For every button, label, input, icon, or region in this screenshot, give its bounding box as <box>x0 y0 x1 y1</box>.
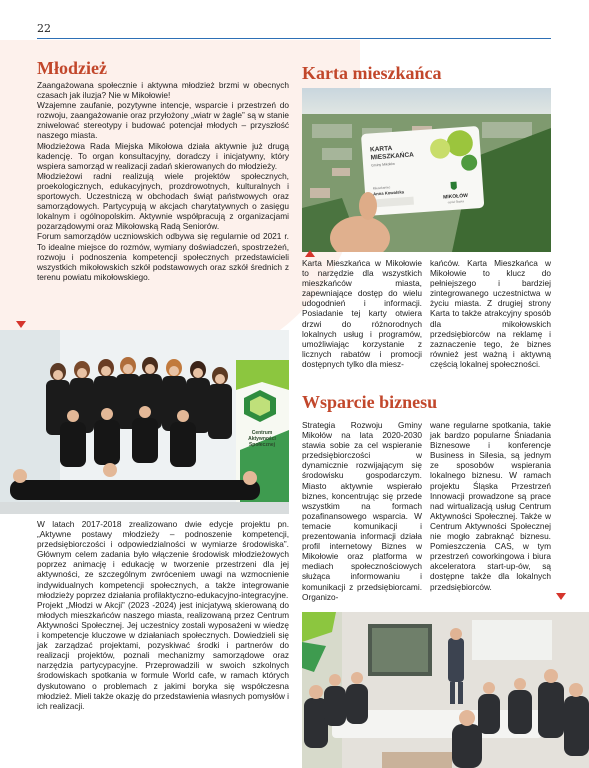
paragraph: W latach 2017-2018 zrealizowano dwie edycje projektu pn. „Aktywne postawy młodzieży – podnoszenie kompetencji, przedsiębiorczości i odpowiedzialności w wymiarze środowiska”. Głównym celem zadania było włączenie środowisk młodzieżowych poprzez animację i edukację w tworzenie przestrzeni dla jej aktywności, ze szczególnym zwróceniem uwagi na wzmocnienie indywidualnych kompetencji społecznych, a także integrowanie młodzieży poprzez działania profilaktyczno-edukacyjno-integracyjne. <box>37 519 289 600</box>
top-divider <box>37 38 551 39</box>
svg-text:Centrum: Centrum <box>251 430 273 436</box>
page-number: 22 <box>37 22 51 35</box>
business-meeting-photo <box>302 612 589 768</box>
paragraph: Młodzieżowa Rada Miejska Mikołowa działa aktywnie już drugą kadencję. To organ konsultacyjny, doradczy i inicjatywny, który wspiera samorząd w realizacji zadań skierowanych do młodzieży. <box>37 140 289 171</box>
section-title-karta: Karta mieszkańca <box>302 63 442 83</box>
svg-text:Aktywności: Aktywności <box>248 436 276 442</box>
accent-triangle-icon <box>556 593 566 600</box>
paragraph: Wzajemne zaufanie, pozytywne intencje, wsparcie i przestrzeń do rozwoju, zaangażowanie oraz przyłożony „wiatr w żagle” są w stanie zniwelować stereotypy i budować potencjał młodych – przyszłość naszego miasta. <box>37 100 289 141</box>
accent-triangle-icon <box>305 250 315 257</box>
card-holder-label: Mieszkaniec <box>372 185 391 191</box>
svg-text:Społecznej: Społecznej <box>248 442 276 448</box>
section-title-mlodziez: Młodzież <box>37 58 107 78</box>
card-brand-sub: ogród Śląska <box>447 199 465 205</box>
wsparcie-text-col2: wane regularne spotkania, takie jak bardzo popularne Śniadania Biznesowe i konferencje Business in Silesia, są jednym ze sposobów wspierania lokalnego biznesu. W ramach projektu Śląska Przestrzeń Innowacji prowadzone są prace nad wirtualizacją usług Centrum Aktywności Społecznej. Także w Centrum Aktywności Społecznej nie mogło zabraknąć biznesu. Pomieszczenia CAS, w tym przestrzeń coworkingowa i biura akceleratora start-up-ów, są dostępne także dla lokalnych przedsiębiorców. <box>430 420 551 592</box>
accent-triangle-icon <box>16 321 26 328</box>
paragraph: Forum samorządów uczniowskich odbywa się regularnie od 2021 r. To idealne miejsce do rozmów, wymiany doświadczeń, spostrzeżeń, rozwoju i podnoszenia kompetencji społecznych przedstawicieli wszystkich mikołowskich szkół podstawowych oraz szkół średnich z terenu powiatu mikołowskiego. <box>37 231 289 282</box>
card-subtitle: Gminy Mikołów <box>371 161 395 168</box>
karta-text-col1: Karta Mieszkańca w Mikołowie to narzędzie dla wszystkich mieszkańców miasta, zapewniające dostęp do wielu udogodnień i informacji. Posiadanie tej karty otwiera drzwi do różnorodnych lokalnych usług i programów, umożliwiając korzystanie z licznych rabatów i promocji dostępnych tylko dla miesz- <box>302 258 422 369</box>
mlodziez-text <box>37 80 289 282</box>
card-holder-name: Anna Kowalska <box>372 189 405 197</box>
card-brand: MIKOŁÓW <box>442 192 469 201</box>
paragraph: Młodzieżowi radni realizują wiele projektów społecznych, proekologicznych, edukacyjnych, prozdrowotnych, kulturalnych i sportowych. Uczestniczą w obchodach świąt państwowych oraz samorządowych. Partycypują w akcjach charytatywnych o zasięgu lokalnym i ogólnopolskim. Aktywnie współpracują z organizacjami pozarządowymi oraz Mikołowską Radą Seniorów. <box>37 170 289 232</box>
mlodziez-projects-text <box>37 519 289 711</box>
paragraph: Projekt „Młodzi w Akcji” (2023 -2024) jest inicjatywą skierowaną do młodych mieszkańców naszego miasta, realizowaną przez Centrum Aktywności Społecznej. Jej uczestnicy zostali wyposażeni w wiedzę i kompetencje kluczowe w działaniach społecznych. Dowiedzieli się jak zarządzać projektami, pozyskiwać środki i partnerów do realizacji projektów, poznali mechanizmy samorządowe oraz narzędzia partycypacyjne. Przeprowadzili w swoich szkolnych środowiskach spotkania w formule World cafe, w ramach których dyskutowano o problemach z jakimi boryka się współczesna młodzież. Mieli także okazję do przedstawienia własnych pomysłów i ich realizacji. <box>37 599 289 711</box>
youth-group-photo <box>0 330 289 514</box>
karta-text-col2: kańców. Karta Mieszkańca w Mikołowie to klucz do pełniejszego i bardziej zintegrowanego uczestnictwa w życiu miasta. Z drugiej strony Karta to także atrakcyjny sposób dla mikołowskich przedsiębiorców na reklamę i zaznaczenie tego, że biznes również jest ważną i aktywną częścią lokalnej społeczności. <box>430 258 551 369</box>
paragraph: Zaangażowana społecznie i aktywna młodzież brzmi w obecnych czasach jak iluzja? Nie w Mikołowie! <box>37 80 289 101</box>
section-title-wsparcie: Wsparcie biznesu <box>302 392 438 412</box>
resident-card-photo <box>302 88 551 252</box>
wsparcie-text-col1: Strategia Rozwoju Gminy Mikołów na lata 2020-2030 stawia sobie za cel wspieranie przedsiębiorczości w dynamicznie rozwijającym się środowisku gospodarczym. Miasto aktywnie wspierało biznes, koncentrując się przede wszystkim na formach pozafinansowego wsparcia. W temacie komunikacji i prezentowania informacji działa profil internetowy Biznes w Mikołowie oraz platforma w mediach społecznościowych służąca informowaniu i komunikacji z przedsiębiorcami. Organizo- <box>302 420 422 602</box>
card-title-line2: MIESZKAŃCA <box>370 151 415 162</box>
card-title-line1: KARTA <box>369 145 393 154</box>
